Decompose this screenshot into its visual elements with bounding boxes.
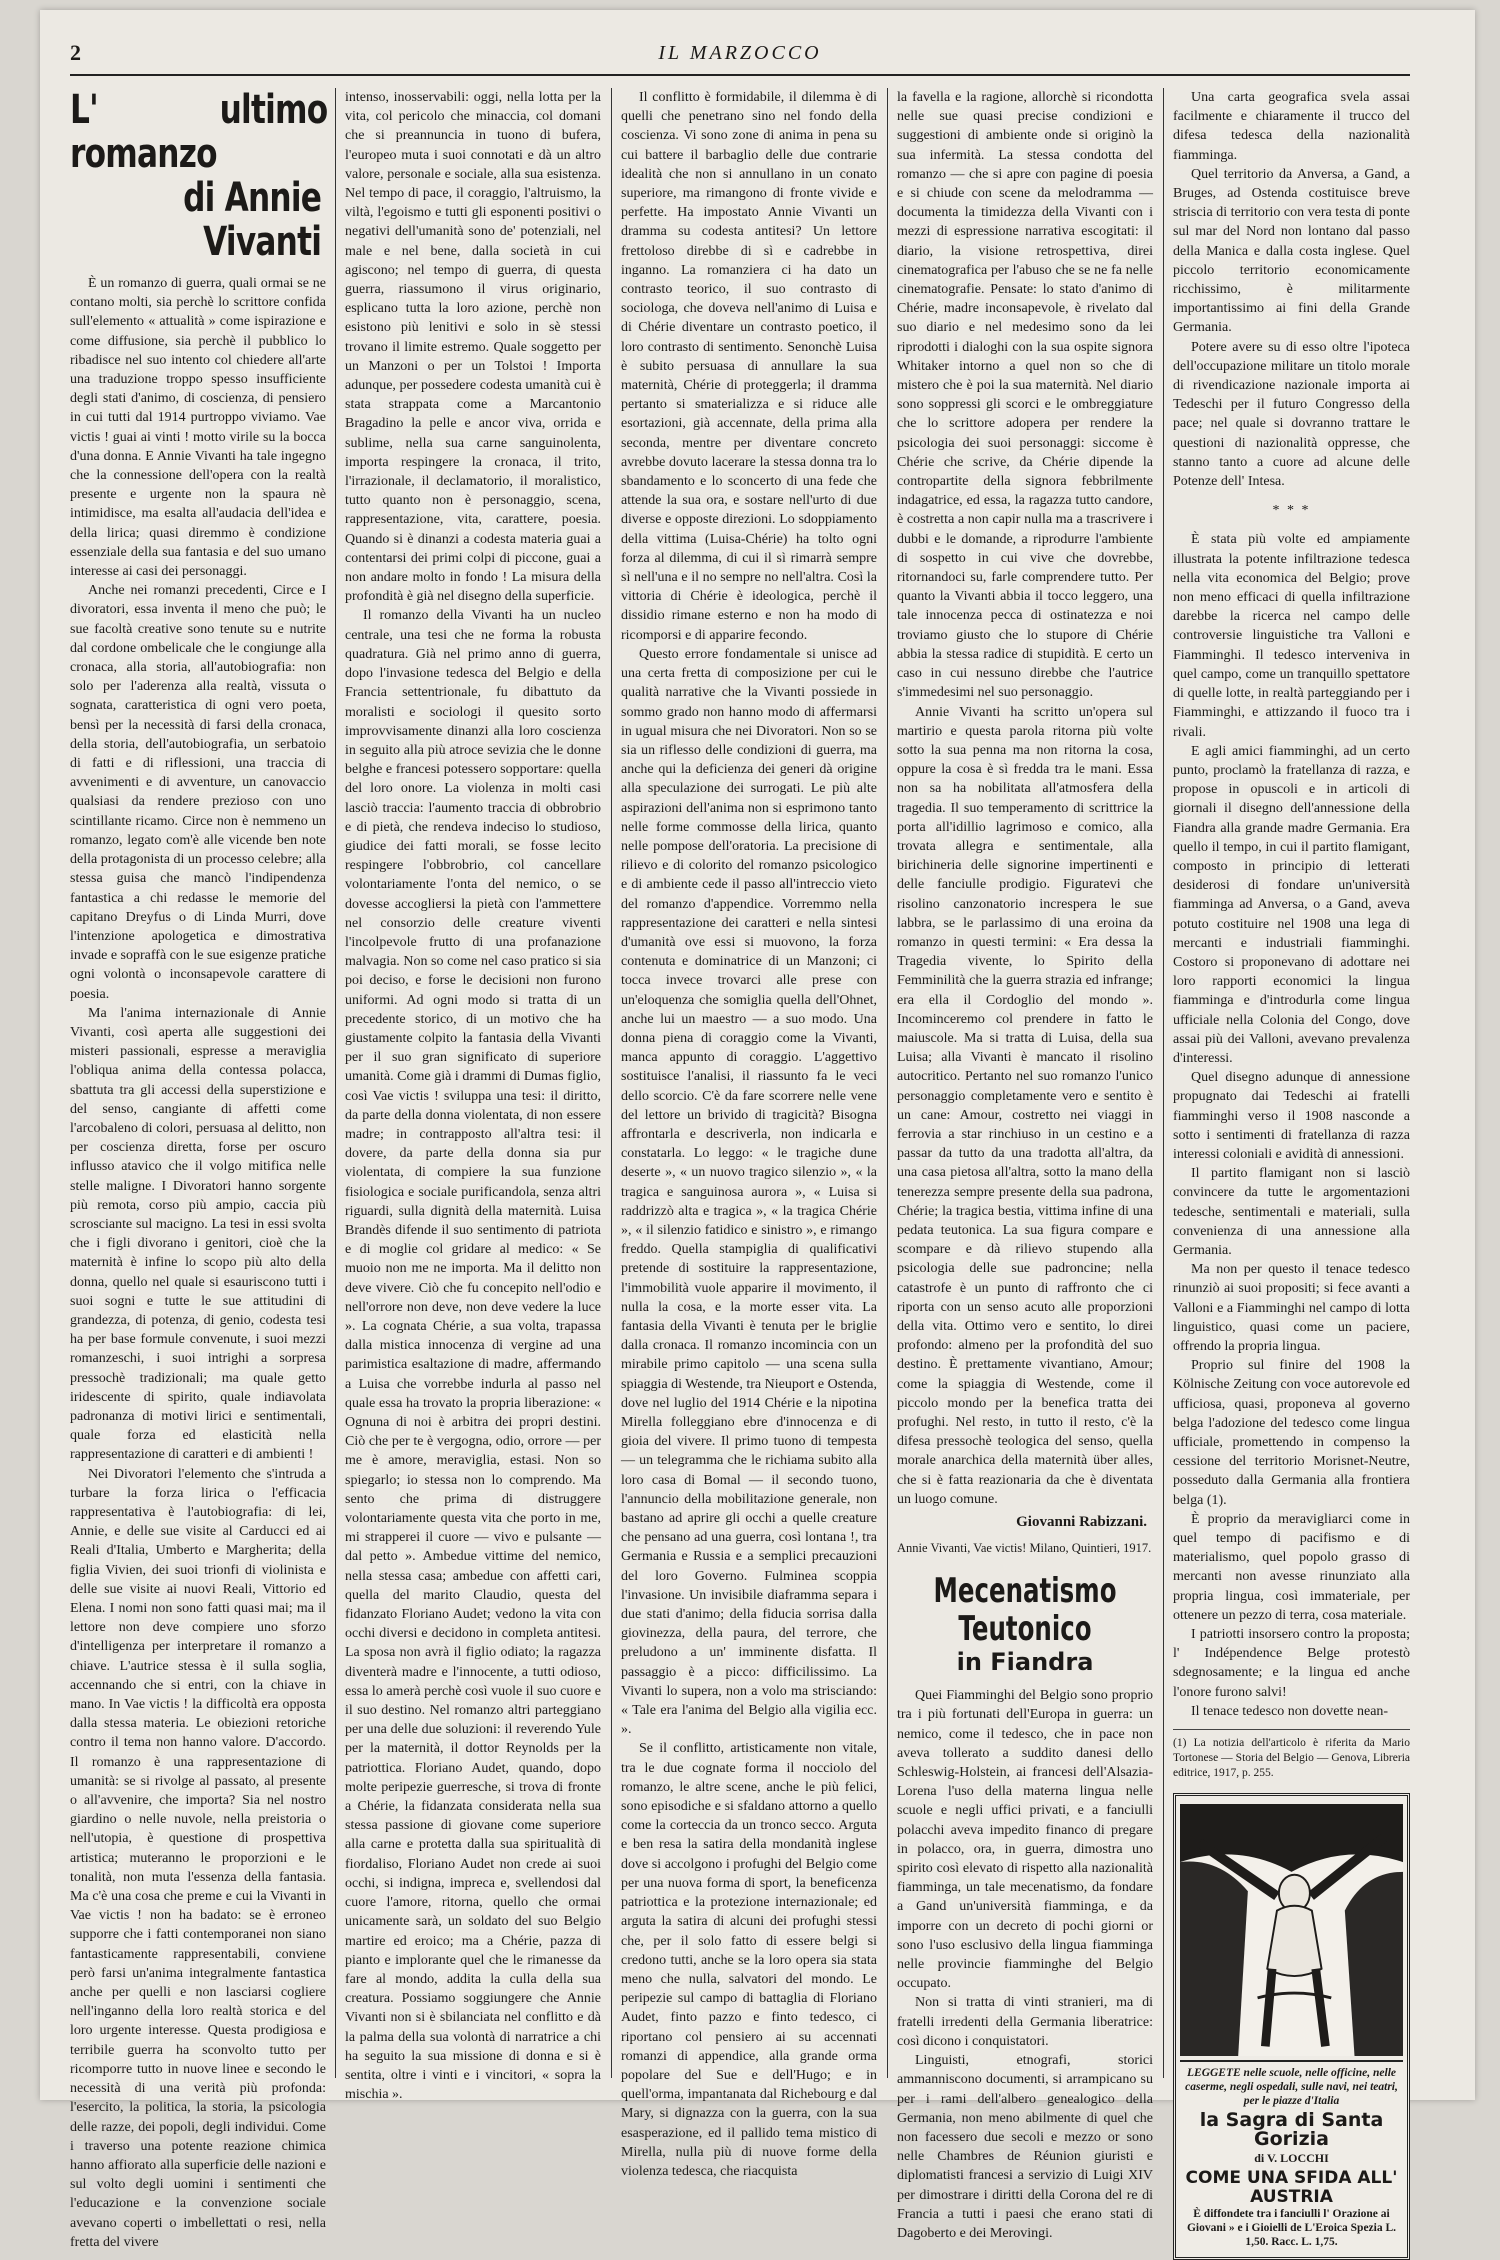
column-rule xyxy=(611,88,612,2078)
page-header xyxy=(70,40,1410,76)
column-rule xyxy=(1163,88,1164,2078)
column-5 xyxy=(1173,88,1410,2249)
paragraph: Nei Divoratori l'elemento che s'intruda a turbare la forza lirica o l'efficacia rappresentativa è l'autobiografia: di lei, Annie, e delle sue visite al Carducci ed ai Reali d'Italia, Umberto e Margherita; della figlia Vivien, dei suoi trionfi di violinista e delle sue visite ai nuovi Reali, Vittorio ed Elena. I nomi non sono fatti quasi mai; ma il lettore non deve compiere uno sforzo d'intelligenza per interpretare il romanzo a chiave. L'autrice stessa è il sulla soglia, accennando che si entri, con la chiave in mano. In Vae victis ! la difficoltà era opposta dalla stessa materia. Le obiezioni retoriche contro il tema non hanno valore. D'accordo. Il romanzo è una rappresentazione di umanità: se si rivolge al passato, al presente o all'avvenire, che importa? Sia nel nostro giardino o nelle nuvole, nella preistoria o nell'utopia, è questione di prospettiva artistica; muteranno le proporzioni e le tonalità, non muta l'essenza della fantasia. Ma c'è una cosa che preme e cui la Vivanti in Vae victis ! non ha badato: se è erroneo supporre che i fatti contemporanei non siano fantasticamente rappresentabili, conviene però farsi un'anima integralmente fantastica anche per quelli e non lasciarsi cogliere nell'inganno della loro realtà storica e del loro urgente interesse. Questa prodigiosa e terribile guerra ha sconvolto tutto per ricomporre tutto in nuove linee e secondo le necessità di una verità più profonda: l'esercito, la politica, la storia, la psicologia delle razze, dei popoli, degli individui. Come i traverso una potente reazione chimica hanno affiorato alla superficie delle nazioni e sul volto degli uomini i sentimenti che l'educazione e la convenzione sociale avevano coperti o imbellettati o resi, nella fretta del vivere xyxy=(70,1466,326,2250)
column-1 xyxy=(70,87,328,2250)
paragraph: Potere avere su di esso oltre l'ipoteca dell'occupazione militare un titolo morale di rivendicazione nazionale importa ai Tedeschi per il futuro Congresso della pace; nel quale si dovranno trattare le questioni di nazionalità oppresse, che stanno tanto a cuore ad alcune delle Potenze dell' Intesa. xyxy=(1173,339,1410,490)
ad-note: È diffondete tra i fanciulli l' Orazione ai Giovani » e i Gioielli de L'Eroica Spezia L. 1,50. Racc. L. 1,75. xyxy=(1186,2208,1397,2249)
paragraph: Il tenace tedesco non dovette nean- xyxy=(1191,1703,1389,1719)
paragraph: Ma l'anima internazionale di Annie Vivanti, così aperta alle suggestioni dei misteri passionali, espresse a meraviglia l'obliqua anima della contessa polacca, sbattuta tra gli accessi della superstizione e del senso, cangiante di affetti come l'arcobaleno di colori, persuasa al delitto, non per coscienza diretta, forse per oscuro influsso atavico che il volgo mitifica nelle stelle maligne. I Divoratori hanno sorgente più remota, corso più ampio, caccia più scrosciante sul macigno. La tesi in essi svolta che i figli divorano i genitori, cioè che la maternità è infine lo scopo più alto della donna, quello nel quale si esauriscono tutti i suoi sogni e tutte le sue attitudini di grandezza, di potenza, di genio, codesta tesi ha per base formule convenute, i suoi mezzi romanzeschi, i suoi intrighi a sorpresa pressochè tradizionali; ma quale getto iridescente di spirito, quale indiavolata padronanza di motivi lirici e sentimentali, quale forza ed elasticità nella rappresentazione di caratteri e di ambienti ! xyxy=(70,1005,326,1463)
section-title xyxy=(897,1572,1153,1676)
paragraph: I patriotti insorsero contro la proposta; l' Indépendence Belge protestò sdegnosamente; e la lingua ed anche l'onore furono salvi! xyxy=(1173,1627,1410,1700)
column-3 xyxy=(621,88,877,2179)
paragraph: Quel disegno adunque di annessione propugnato dai Tedeschi ai fratelli fiamminghi verso il 1908 nasconde a sotto i sentimenti di fratellanza di razza interessi coloniali e avidità di annessioni. xyxy=(1173,1070,1410,1162)
paragraph: Quel territorio da Anversa, a Gand, a Bruges, ad Ostenda costituisce breve striscia di territorio con vera testa di ponte sul mar del Nord non lontano dal passo della Manica e dalla costa inglese. Quel piccolo territorio economicamente ricchissimo, è militarmente importantissimo ai fini della Grande Germania. xyxy=(1173,166,1410,336)
paragraph: Il conflitto è formidabile, il dilemma è di quelli che penetrano sino nel fondo della coscienza. Vi sono zone di anima in pena su cui battere il barbaglio delle due contrarie idealità che non si annullano in un conato superiore, ma rimangono di fronte vivide e perfette. Ha impostato Annie Vivanti un dramma su codesta antitesi? Un lettore frettoloso direbbe di sì e cadrebbe in inganno. La romanziera ci ha dato un contrasto teorico, il suo contrasto di sociologa, che doveva nell'animo di Luisa e di Chérie diventare un contrasto poetico, il loro contrasto di sentimento. Senonchè Luisa è subito persuasa di annullare la sua maternità, Chérie di proteggerla; il dramma pertanto si smaterializza e si riduce alle esortazioni, già accennate, della prima alla seconda, mentre per diventare concreto avrebbe dovuto lacerare la stessa donna tra lo sbandamento e lo sconcerto di una fede che attende la sua ora, e sostare nell'urto di due diverse e opposte direzioni. Lo sdoppiamento della vittima (Luisa-Chérie) ha tolto ogni forza al dilemma, di cui il sì rimarrà sempre sì nell'una e il no sempre no nell'altra. Così la vittoria di Chérie è ideologica, perchè il dissidio rimane esterno e non ha modo di ricomporsi e di apparire fecondo. xyxy=(621,90,877,643)
paragraph: Il romanzo della Vivanti ha un nucleo centrale, una tesi che ne forma la robusta quadratura. Già nel primo anno di guerra, dopo l'invasione tedesca del Belgio e della Francia settentrionale, fu dibattuto da moralisti e sociologi il quesito sorto improvvisamente dinanzi alla loro coscienza in seguito alla più atroce sevizia che le donne belghe e francesi potessero sopportare: quella del loro onore. La violenza in molti casi lasciò traccia: l'aumento traccia di obbrobrio e di pietà, che rendeva indeciso lo studioso, giudice dei fatti morali, se fosse lecito respingere l'obbrobrio, col cancellare volontariamente l'onta del nemico, o se dovesse accogliersi la pietà con l'ammettere nel consorzio delle creature viventi l'incolpevole frutto di una profanazione malvagia. Non so come nel caso pratico si sia poi deciso, e forse le decisioni non furono uniformi. Ad ogni modo si tratta di un precedente storico, di un motivo che ha giustamente colpito la fantasia della Vivanti per il suo gran significato di superiore umanità. Come già i drammi di Dumas figlio, così Vae victis ! sviluppa una tesi: il diritto, da parte della donna violentata, di non essere madre; in contrapposto all'altra tesi: il dovere, da parte della donna sia pur violentata, di compiere la sua funzione fisiologica e sociale purificandola, senza altri riguardi, sulla dignità della maternità. Luisa Brandès difende il suo sentimento di patriota e di moglie col gridare al medico: « Se muoio non me ne importa. Ma il delitto non deve vivere. Ciò che fu concepito nell'odio e nell'orrore non deve, non deve vedere la luce ». La cognata Chérie, a sua volta, trapassa dalla mistica innocenza di vergine ad una parimistica esaltazione di madre, affermando a Luisa che vorrebbe indurla al passo nel quale essa ha trovato la propria liberazione: « Ognuna di noi è arbitra dei propri destini. Ciò che per te è vergogna, odio, orrore — per me è amore, meraviglia, estasi. Non so spiegarlo; io stessa non lo comprendo. Ma sento che prima di distruggere volontariamente questa vita che porto in me, mi strapperei il cuore — vivo e pulsante — dal petto ». Ambedue vittime del nemico, nella stessa casa; ambedue con affetti cari, quella del marito Claudio, questa del fidanzato Floriano Audet; vedono la vita con occhi diversi e decidono in completa antitesi. La sposa non avrà il figlio odiato; la ragazza diventerà madre e l'innocente, a tutti odioso, essa lo amerà perchè così vuole il suo cuore e il suo destino. Nel romanzo altri parteggiano per una delle due soluzioni: il reverendo Yule per la maternità, il dottor Reynolds per la patriottica. Floriano Audet, quando, dopo molte peripezie guerresche, si trova di fronte a Chérie, la fidanzata considerata nella sua stessa passione di giovane come superiore alla carne e protetta dalla sua spiritualità di fiordaliso, Floriano Audet non crede ai suoi occhi, si indigna, impreca e, svellendosi dal cuore l'amore, ritorna, quello che ormai unicamente sarà, un soldato del suo Belgio martire ed eroico; ma a Chérie, pazza di pianto e implorante quel che le rimanesse da fare al mondo, addita la culla della sua creatura. Possiamo soggiungere che Annie Vivanti non si è sbilanciata nel conflitto e dà la palma della sua volontà di narratrice a chi ha seguito la sua missione di donna e si è sentita, oltre i vinti e i vincitori, « sopra la mischia ». xyxy=(345,608,601,2103)
advertisement xyxy=(1173,1793,1410,2260)
paragraph: È proprio da meravigliarci come in quel tempo di pacifismo e di materialismo, quel popolo grasso di mercanti non avesse rinunziato alla propria lingua, così immateriale, per ottenere un pezzo di terra, cosa materiale. xyxy=(1173,1511,1410,1623)
article-title-line-1: L' ultimo romanzo xyxy=(70,87,328,177)
paragraph: Quei Fiamminghi del Belgio sono proprio tra i più fortunati dell'Europa in guerra: un nemico, come il tedesco, che in pace non aveva tollerato a suddito danesi dello Schleswig-Holstein, ai francesi dell'Alsazia-Lorena l'uso della materna lingua nelle scuole e negli uffici privati, e a fanciulli polacchi aveva impedito financo di pregare in polacco, ora, in guerra, dimostra uno spirito così elevato di rispetto alla nazionalità fiamminga, un tale mecenatismo, da fondare a Gand un'università fiamminga, e da imporre con un decreto di pochi giorni or sono l'uso esclusivo della lingua fiamminga nelle provincie fiamminghe del Belgio occupato. xyxy=(897,1688,1153,1992)
paragraph: Questo errore fondamentale si unisce ad una certa fretta di composizione per cui le qualità narrative che la Vivanti possiede in sommo grado non hanno modo di affermarsi in ugual misura che nei Divoratori. Non so se sia un riflesso delle condizioni di guerra, ma anche qui la deficienza dei generi dà origine alla speculazione dei surrogati. Le più alte aspirazioni dell'anima non si esprimono tanto nelle forme commosse della lirica, quanto nelle pompose dell'oratoria. La precisione di rilievo e di colorito del romanzo psicologico e di ambiente cede il passo all'intreccio vieto del romanzo d'appendice. Vorremmo nella rappresentazione dei caratteri e nella sintesi d'umanità ove essi si muovono, la forza contenuta e dominatrice di un Manzoni; ci tocca invece trovarci alle prese con un'eloquenza che somiglia quella dell'Ohnet, anche lui un maestro — a suo modo. Una donna piena di coraggio come la Vivanti, manca appunto di coraggio. L'aggettivo sostituisce l'analisi, il riassunto fa le veci dello scorcio. C'è da fare scorrere nelle vene del lettore un brivido di tragicità? Bisogna affrontarla e descriverla, non indicarla e constatarla. Lo leggo: « le tragiche dune deserte », « un nuovo tragico silenzio », « la tragica e sanguinosa aurora », « Luisa si raddrizzò alta e tragica », « la tragica Chérie », « il silenzio fatidico e sinistro », e rimango freddo. Quella stampiglia di qualificativi pretende di sostituire la rappresentazione, l'immobilità vuole apparire il movimento, il nulla la cosa, e la morte esser vita. La fantasia della Vivanti è tenuta per le briglie dalla cronaca. Il romanzo incomincia con un mirabile primo capitolo — una scena sulla spiaggia di Westende, tra Nieuport e Ostenda, dove nel luglio del 1914 Chérie e la nipotina Mirella folleggiano ebre d'innocenza e di gioia del vivere. Il primo tuono di tempesta — un telegramma che le richiama subito alla loro casa di Bomal — il secondo tuono, l'annuncio della mobilitazione generale, non bastano ad aprire gli occhi a quelle creature che pensano ad una guerra, così lontana !, tra Germania e Russia e a semplici precauzioni del loro Governo. Fulminea scoppia l'invasione. Un invisibile diaframma separa i due stati d'animo; della fiducia sorrisa dalla giovinezza, della paura, del terrore, che preludono a un' imminente disfatta. Il passaggio è a picco: difficilissimo. La Vivanti lo supera, non a volo ma strisciando: « Tale era l'anima del Belgio alla vigilia ecc. ». xyxy=(621,646,877,1738)
ad-slogan: COME UNA SFIDA ALL' AUSTRIA xyxy=(1185,2167,1398,2207)
paragraph: Anche nei romanzi precedenti, Circe e I divoratori, essa inventa il meno che può; le sue facoltà creative sono tenute su e nutrite dal cordone ombelicale che le congiunge alla cronaca, alla storia, all'autobiografia: non solo per l'aderenza alla realtà, vissuta o sognata, caratteristica di ogni vero poeta, bensì per la necessità di farsi della cronaca, della storia, dell'autobiografia, un serbatoio di fatti e di riflessioni, una traccia di avvenimenti e di avventure, un canovaccio qualsiasi da rendere prezioso con uno scintillante ricamo. Circe non è nemmeno un romanzo, legato com'è alle vicende ben note della protagonista di un processo celebre; alla stessa guisa che mancò l'indipendenza fantastica a chi redasse le memorie del capitano Dreyfus o di Linda Murri, dove l'intenzione apologetica e dimostrativa invade e sopraffà con le sue esigenze pratiche ogni volontà o inconsapevole carattere di poesia. xyxy=(70,583,326,1002)
article-title-line-2: di Annie Vivanti xyxy=(183,175,322,265)
article-title xyxy=(70,88,327,264)
ad-intro: LEGGETE nelle scuole, nelle officine, nelle caserme, negli ospedali, sulle navi, nei teatri, per le piazze d'Italia xyxy=(1185,2067,1398,2108)
column-rule xyxy=(887,88,888,2078)
column-rule xyxy=(335,88,336,2078)
paragraph: E agli amici fiamminghi, ad un certo punto, proclamò la fratellanza di razza, e propose in opuscoli e in articoli di giornali il disegno dell'annessione della Fiandra alla grande madre Germania. Era quello il tempo, in cui il partito flamigant, composto in principio di letterati desiderosi di fondare un'università fiamminga ad Anversa, o a Gand, aveva potuto costituire nel 1908 una lega di mercanti e industriali fiamminghi. Costoro si proponevano di adottare nei loro rapporti economici la lingua fiamminga e d'introdurla come lingua ufficiale nella Colonia del Congo, dove assai più dei Valloni, avevano prevalenza d'interessi. xyxy=(1173,743,1410,1066)
section-separator: * * * xyxy=(1272,503,1311,519)
paragraph: Una carta geografica svela assai facilmente e chiaramente il trucco del difesa tedesca della nazionalità fiamminga. xyxy=(1173,90,1410,163)
ad-title: la Sagra di Santa Gorizia xyxy=(1199,2109,1384,2151)
page-number: 2 xyxy=(70,40,81,65)
paragraph: Il partito flamigant non si lasciò convincere da tutte le argomentazioni tedesche, sentimentali e materiali, sulla convenienza di una annessione alla Germania. xyxy=(1173,1166,1410,1258)
paragraph: È stata più volte ed ampiamente illustrata la potente infiltrazione tedesca nella vita economica del Belgio; prove non meno efficaci di quella infiltrazione darebbe la ricerca nel campo delle controversie linguistiche tra Valloni e Fiamminghi. Il tedesco interveniva in quel campo, come un tranquillo spettatore di quelle lotte, in realtà parteggiando per i Fiamminghi, e attizzando il fuoco tra i rivali. xyxy=(1173,532,1410,740)
paragraph: Annie Vivanti ha scritto un'opera sul martirio e questa parola ritorna più volte sotto la sua penna ma non ritorna la cosa, oppure la cosa è sì fredda tra le mani. Essa non sa ha nobilitata all'atmosfera della tragedia. Il suo temperamento di scrittrice la porta all'idillio lagrimoso e comico, alla trovata allegra e sentimentale, alla birichineria delle signorine impertinenti e delle fanciulle prodigio. Figuratevi che risolino canzonatorio increspera le sue labbra, se le parlassimo di una eroina da romanzo in questi termini: « Era dessa la Tragedia vivente, lo Spirito della Femminilità che la guerra strazia ed infrange; era ella il Cordoglio del mondo ». Incominceremo col prendere in fatto le maiuscole. Ma si tratta di Luisa, della sua Luisa; alla Vivanti è mancato il risolino autocritico. Pertanto nel suo romanzo l'unico personaggio completamente vero e sentito è un cane: Amour, costretto nei viaggi in ferrovia a star rinchiuso in un cestino e a passar da tutto da una tradotta all'altra, da una casa pietosa all'altra, sotto la mano della tenerezza sempre presente della sua padrona, Chérie; la tragica bestia, vittima infine di una pedata teutonica. La sua figura compare e scompare e dà rilievo stupendo alla psicologia delle sue padroncine; nella catastrofe è un punto di raffronto che ci riporta con un senso acuto alle proporzioni della vita. Ottimo vero e sentito, lo direi profondo: almeno per la profondità del suo destino. È prettamente vivantiano, Amour; come la spiaggia di Westende, come il piccolo mondo per la benefica tratta dei profughi. Nel resto, in tutto il resto, c'è la difesa pressochè teologica del senso, quella morale anarchica della maternità über alles, che si è fatta reazionaria da che è diventata un luogo comune. xyxy=(897,704,1153,1507)
section-title-line-2: in Fiandra xyxy=(956,1648,1094,1677)
ad-author: di V. LOCCHI xyxy=(1254,2151,1329,2166)
paragraph: la favella e la ragione, allorchè si ricondotta nelle sue quasi precise condizioni e suggestioni di ambiente onde si originò la sua infermità. La stessa condotta del romanzo — che si apre con pagine di poesia e si chiude con scene da melodramma — documenta la timidezza della Vivanti con i mezzi di espressione narrativa escogitati: il diario, la visione retrospettiva, direi cinematografica per l'abuso che se ne fa nelle cinematografie. Pensate: lo stato d'animo di Chérie, madre inconsapevole, è rivelato dal suo diario e nel medesimo sono da lei riprodotti i dialoghi con la sua ospite signora Whitaker intorno a quel non so che di mistero che è poi la sua maternità. Nel diario sono soppressi gli scorci e le ombreggiature che lo scrittore adopera per rendere la psicologia dei suoi personaggi: siccome è Chérie che scrive, da Chérie dipende la contropartite della signora febbrilmente indagatrice, ed essa, la ragazza tutto candore, è costretta a non capir nulla ma a trascrivere i dubbi e le domande, a riprodurre l'ambiente di sospetto in cui vive che dovrebbe, ritornandoci su, farle comprendere tutto. Per quanto la Vivanti abbia il tocco leggero, una tale innocenza pecca di ostinatezza e noi troviamo giusto che lo stupore di Chérie abbia la stessa radice di stupidità. E certo un caso in cui nessuno direbbe che l'autrice s'immedesimi nel suo personaggio. xyxy=(897,90,1153,701)
crucifixion-illustration xyxy=(1180,1800,1403,2060)
newspaper-page xyxy=(40,10,1475,2250)
author-signature: Giovanni Rabizzani. xyxy=(1016,1514,1147,1531)
paragraph: È un romanzo di guerra, quali ormai se ne contano molti, sia perchè lo scrittore confida sull'elemento « attualità » come ispirazione e come diffusione, sia perchè il pubblico lo ribadisce nel suo intento col chiedere all'arte una traduzione troppo spesso insufficiente degli stati d'animo, di coscienza, di pensiero in cui tutti dal 1914 purtroppo viviamo. Vae victis ! guai ai vinti ! motto virile su la bocca d'una donna. E Annie Vivanti ha tale ingegno che la connessione dell'opera con la realtà presente e urgente non la spaura nè intimidisce, ma esalta all'audacia dell'idea e della lirica; quasi diremmo è condizione essenziale della sua fantasia e del suo umano interesse ai casi dei personaggi. xyxy=(70,276,326,580)
section-title-line-1: Mecenatismo Teutonico xyxy=(933,1571,1117,1650)
column-4 xyxy=(897,88,1153,2241)
book-reference: Annie Vivanti, Vae victis! Milano, Quintieri, 1917. xyxy=(897,1541,1152,1556)
advertisement-text xyxy=(1180,2060,1403,2253)
paragraph: Ma non per questo il tenace tedesco rinunziò ai suoi propositi; si fece avanti a Valloni e a Fiamminghi nel campo di lotta linguistico, quasi come un paciere, offrendo la propria lingua. xyxy=(1173,1262,1410,1354)
masthead: IL MARZOCCO xyxy=(658,42,822,64)
paragraph: Non si tratta di vinti stranieri, ma di fratelli irredenti della Germania liberatrice: così dicono i conquistatori. xyxy=(897,1995,1153,2049)
columns xyxy=(70,87,1410,2250)
paragraph: Se il conflitto, artisticamente non vitale, tra le due cognate forma il nocciolo del romanzo, le altre scene, anche le più felici, sono episodiche e si sfaldano attorno a quello come la corteccia da un tronco secco. Arguta e ben resa la satira della mondanità inglese dove si accolgono i profughi del Belgio come per una nuova forma di sport, la beneficenza patriottica e la protezione internazionale; ed arguta la satira di alcuni dei profughi stessi che, per il solo fatto di essere belgi si credono tutti, anche se la loro opera sia stata meno che nulla, salvatori del mondo. Le peripezie sul campo di battaglia di Floriano Audet, finto pazzo e finto tedesco, ci riportano col pensiero ai su accennati romanzi di appendice, alla grande orma popolare del Sue e dell'Hugo; e in quell'orma, impantanata dal Richebourg e dal Mary, si dignazza con la guerra, con la sua esasperazione, ed il pallido tema mistico di Mirella, nulla più di nuove forme della violenza tedesca, che riacquista xyxy=(621,1741,877,2179)
footnote: (1) La notizia dell'articolo è riferita da Mario Tortonese — Storia del Belgio — Genova, Libreria editrice, 1917, p. 255. xyxy=(1173,1729,1410,1781)
paragraph: Proprio sul finire del 1908 la Kölnische Zeitung con voce autorevole ed ufficiosa, quasi, proponeva al governo belga l'adozione del tedesco come lingua ufficiale, promettendo in compenso la cessione del territorio Morisnet-Neutre, posseduto dalla Germania alla frontiera belga (1). xyxy=(1173,1358,1410,1508)
paragraph: Linguisti, etnografi, storici ammanniscono documenti, si arrampicano su per i rami dell'albero genealogico della Germania, non meno abilmente di quel che non facessero due secoli e mezzo or sono nelle Chambres de Réunion giuristi e diplomatisti francesi a servizio di Luigi XIV per dimostrare i diritti della Corona del re di Francia a tutti i paesi che erano stati di Dagoberto e dei Merovingi. xyxy=(897,2053,1153,2241)
column-2 xyxy=(345,88,601,2103)
paragraph: intenso, inosservabili: oggi, nella lotta per la vita, col pericolo che minaccia, col domani che si preannuncia in tuono di bufera, l'europeo muta i suoi connotati e dà un altro valore, personale e sociale, alla sua esistenza. Nel tempo di pace, il coraggio, l'altruismo, la viltà, l'egoismo e tutti gli esponenti positivi o negativi dell'umanità sono de' potenziali, nel male e nel bene, dalla società in cui agiscono; nel tempo di guerra, di questa guerra, riassumono il virus originario, esplicano tutta la loro azione, perchè non esistono più lenitivi e solo in sè stessi trovano il limite estremo. Quale soggetto per un Manzoni o per un Tolstoi ! Importa adunque, per possedere codesta umanità cui è stata strappata come a Marcantonio Bragadino la pelle e ancor viva, orrida e sublime, nella sua carne sanguinolenta, importa respingere la cronaca, il trito, l'irrazionale, il declamatorio, il moralistico, tutto quanto non è personaggio, scena, rappresentazione, vita, carattere, poesia. Quando si è dinanzi a codesta materia guai a contentarsi dei primi colpi di piccone, guai a non andare molto in fondo ! La misura della profondità è già nel disegno della superficie. xyxy=(345,90,601,605)
